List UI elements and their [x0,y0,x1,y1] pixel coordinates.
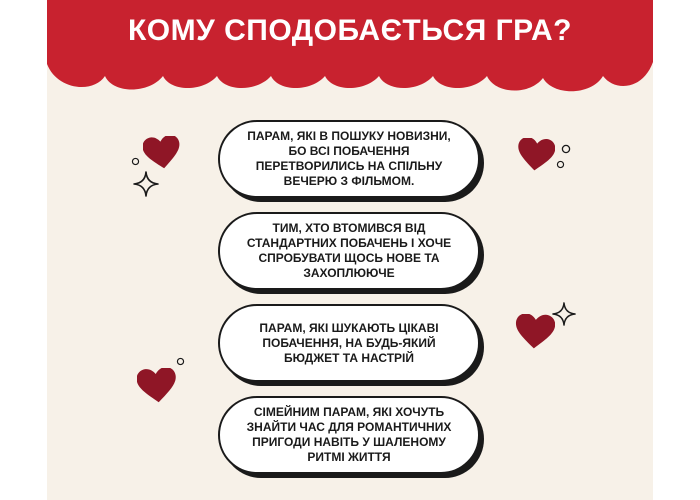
poster [47,0,653,500]
audience-card-text: ПАРАМ, ЯКІ ШУКАЮТЬ ЦІКАВІ ПОБАЧЕННЯ, НА БУДЬ-ЯКИЙ БЮДЖЕТ ТА НАСТРІЙ [259,320,439,365]
circle-icon [556,160,565,169]
page-title: КОМУ СПОДОБАЄТЬСЯ ГРА? [127,14,572,47]
audience-card-2 [218,212,480,290]
heart-icon [143,136,181,170]
circle-icon [131,157,140,166]
circle-icon [561,144,571,154]
heart-icon [137,368,177,404]
sparkle-icon [133,171,159,197]
heart-icon [517,138,555,172]
audience-card-1 [218,120,480,198]
audience-card-text: ТИМ, ХТО ВТОМИВСЯ ВІД СТАНДАРТНИХ ПОБАЧЕНЬ І ХОЧЕ СПРОБУВАТИ ЩОСЬ НОВЕ ТА ЗАХОПЛЮЮЧЕ [246,221,452,280]
audience-card-4 [218,396,480,474]
sparkle-icon [552,302,576,326]
audience-card-text: СІМЕЙНИМ ПАРАМ, ЯКІ ХОЧУТЬ ЗНАЙТИ ЧАС ДЛЯ РОМАНТИЧНИХ ПРИГОДИ НАВІТЬ У ШАЛЕНОМУ РИТМІ ЖИТТЯ [246,405,452,464]
audience-card-3 [218,304,480,382]
audience-card-text: ПАРАМ, ЯКІ В ПОШУКУ НОВИЗНИ, БО ВСІ ПОБАЧЕННЯ ПЕРЕТВОРИЛИСЬ НА СПІЛЬНУ ВЕЧЕРЮ З ФІЛЬМОМ. [247,129,451,188]
circle-icon [176,357,185,366]
heart-icon [515,314,555,350]
